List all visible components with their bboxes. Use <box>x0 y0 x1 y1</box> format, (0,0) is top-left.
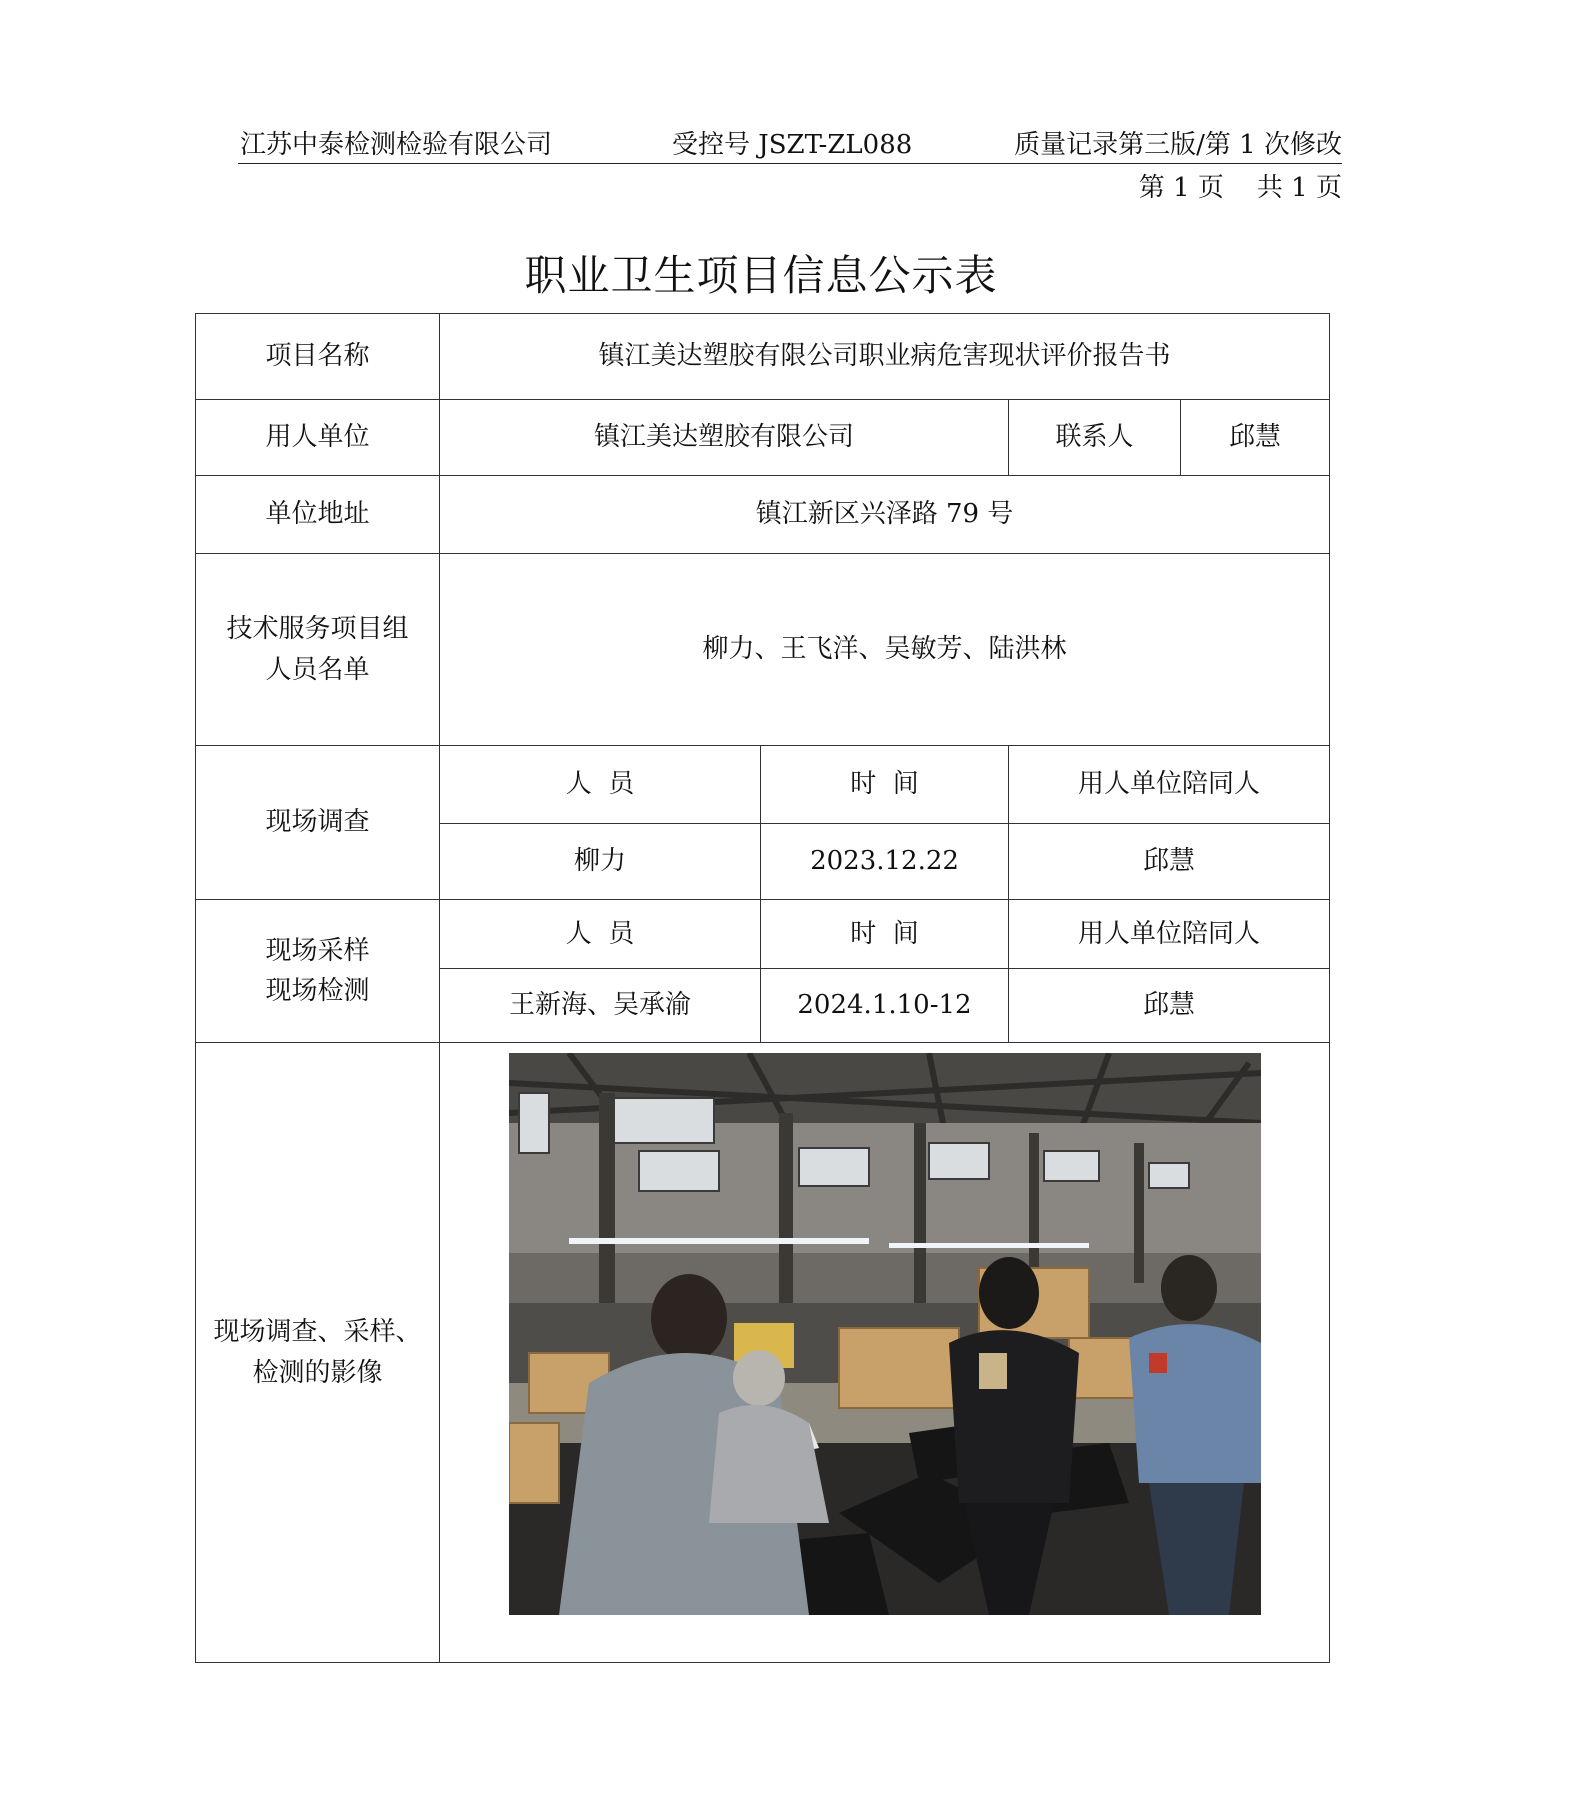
sampling-escort: 邱慧 <box>1009 969 1330 1043</box>
sampling-head-person: 人 员 <box>440 900 761 969</box>
factory-site-photo-icon <box>509 1053 1261 1615</box>
factory-site-photo <box>509 1053 1261 1615</box>
team-value: 柳力、王飞洋、吴敏芳、陆洪林 <box>440 554 1330 746</box>
contact-label: 联系人 <box>1009 400 1181 476</box>
survey-head-escort: 用人单位陪同人 <box>1009 746 1330 824</box>
team-label-line1: 技术服务项目组 <box>226 614 409 645</box>
page-total: 共 1 页 <box>1256 173 1342 203</box>
page-number <box>1139 167 1342 204</box>
header-company: 江苏中泰检测检验有限公司 <box>240 130 553 160</box>
row-survey-head <box>196 746 1330 824</box>
survey-label: 现场调查 <box>196 746 440 900</box>
sampling-label-line2: 现场检测 <box>265 976 370 1006</box>
sampling-time: 2024.1.10-12 <box>761 969 1009 1043</box>
employer-label: 用人单位 <box>196 400 440 476</box>
header-control-number: 受控号 JSZT-ZL088 <box>672 130 913 160</box>
image-cell <box>440 1043 1330 1663</box>
project-label: 项目名称 <box>196 314 440 400</box>
sampling-head-time: 时 间 <box>761 900 1009 969</box>
row-sampling-head <box>196 900 1330 969</box>
project-value: 镇江美达塑胶有限公司职业病危害现状评价报告书 <box>440 314 1330 400</box>
contact-value: 邱慧 <box>1181 400 1330 476</box>
sampling-head-escort: 用人单位陪同人 <box>1009 900 1330 969</box>
team-label-line2: 人员名单 <box>265 654 370 685</box>
header-rule <box>238 163 1342 164</box>
page-title: 职业卫生项目信息公示表 <box>524 251 998 300</box>
header-version: 质量记录第三版/第 1 次修改 <box>1014 130 1342 160</box>
row-images <box>196 1043 1330 1663</box>
row-project <box>196 314 1330 400</box>
info-table <box>195 313 1330 1663</box>
row-address <box>196 476 1330 554</box>
team-label <box>196 554 440 746</box>
row-team <box>196 554 1330 746</box>
image-label-line1: 现场调查、采样、 <box>213 1317 422 1348</box>
survey-escort: 邱慧 <box>1009 824 1330 900</box>
sampling-label <box>196 900 440 1043</box>
employer-value: 镇江美达塑胶有限公司 <box>440 400 1009 476</box>
survey-head-person: 人 员 <box>440 746 761 824</box>
survey-person: 柳力 <box>440 824 761 900</box>
page-current: 第 1 页 <box>1138 173 1224 203</box>
sampling-person: 王新海、吴承渝 <box>440 969 761 1043</box>
image-label-line2: 检测的影像 <box>252 1357 383 1388</box>
survey-time: 2023.12.22 <box>761 824 1009 900</box>
address-label: 单位地址 <box>196 476 440 554</box>
survey-head-time: 时 间 <box>761 746 1009 824</box>
image-label <box>196 1043 440 1663</box>
sampling-label-line1: 现场采样 <box>265 935 370 966</box>
address-value: 镇江新区兴泽路 79 号 <box>440 476 1330 554</box>
row-employer <box>196 400 1330 476</box>
